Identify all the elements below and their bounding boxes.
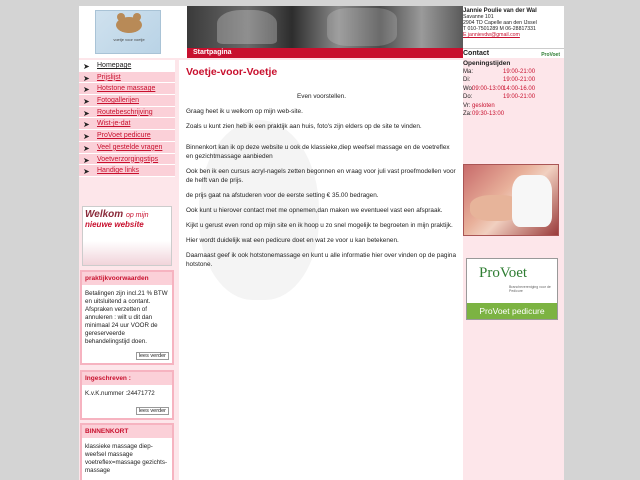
arrow-icon: ➤: [83, 132, 90, 142]
sidebar-nav: [79, 60, 175, 177]
paragraph: Graag heet ik u welkom op mijn web-site.: [186, 108, 303, 115]
contact-bar: [463, 48, 564, 58]
nav-item-provoet[interactable]: [79, 130, 175, 142]
intro-text: Even voorstellen.: [296, 93, 347, 100]
arrow-icon: ➤: [83, 73, 90, 83]
box-title: praktijkvoorwaarden: [82, 272, 172, 285]
arrow-icon: ➤: [83, 167, 90, 177]
box-title: BINNENKORT: [82, 425, 172, 438]
nav-label: Fotogallerijen: [97, 97, 140, 105]
page-title-bar: Startpagina: [187, 48, 463, 58]
day-label: Di:: [463, 77, 471, 84]
time-2: 19:00-21:00: [503, 94, 536, 101]
paragraph: Daarnaast geef ik ook hotstonemassage en kunt u alle informatie hier over vinden op de pagina hotstone.: [186, 252, 456, 268]
hours-row: [463, 68, 564, 76]
arrow-icon: ➤: [83, 120, 90, 130]
time-1: 09:00-13:00: [472, 85, 505, 92]
nav-label: Hotstone massage: [97, 85, 156, 93]
welcome-banner: [82, 206, 172, 266]
provoet-subtitle: Branchevereniging voor de Pedicure: [509, 285, 551, 293]
nav-item-wist-je-dat[interactable]: [79, 118, 175, 130]
contact-bar-label: Contact: [463, 50, 490, 57]
time-2: 19:00-21:00: [503, 77, 536, 84]
time-1: gesloten: [472, 102, 495, 109]
day-label: Do:: [463, 94, 473, 101]
logo[interactable]: [95, 10, 161, 54]
nav-label: Wist-je-dat: [97, 120, 131, 128]
day-label: Wo:: [463, 85, 474, 92]
contact-phone: T 010-7501289 M 06-28817331: [463, 26, 536, 32]
hours-row: [463, 85, 564, 93]
contact-street: Savanne 101: [463, 14, 494, 20]
main-heading: Voetje-voor-Voetje: [186, 66, 278, 78]
box-text: Betalingen zijn incl.21 % BTW en uitsluitend a contant. Afspraken verzetten of annuleren : wilt u dit dan minimaal 24 uur VOOR de gereserveerde behandelingstijd doen.: [85, 290, 168, 345]
paragraph: Hier wordt duidelijk wat een pedicure doet en wat ze voor u kan betekenen.: [186, 237, 399, 244]
nav-item-fotogallerijen[interactable]: [79, 95, 175, 107]
arrow-icon: ➤: [83, 155, 90, 165]
paragraph: Ook kunt u hierover contact met me opnemen,dan maken we eventueel vast een afspraak.: [186, 207, 443, 214]
arrow-icon: ➤: [83, 108, 90, 118]
nav-label: ProVoet pedicure: [97, 132, 151, 140]
arrow-icon: ➤: [83, 85, 90, 95]
pedicure-photo: [463, 164, 559, 236]
day-label: Za:: [463, 110, 472, 117]
hours-row: [463, 76, 564, 84]
main-content: [179, 60, 463, 480]
bear-icon: [116, 17, 142, 33]
nav-label: Routebeschrijving: [97, 108, 153, 116]
provoet-small-logo[interactable]: ProVoet: [541, 52, 560, 58]
paragraph: Zoals u kunt zien heb ik een praktijk aan huis, foto's zijn elders op de site te vinden.: [186, 123, 422, 130]
box-text: K.v.K.nummer :24471772: [85, 390, 155, 397]
contact-info: [463, 6, 564, 48]
nav-label: Veel gestelde vragen: [97, 143, 163, 151]
ingeschreven-box: [80, 370, 174, 420]
paragraph: Ook ben ik een cursus acryl-nagels zetten begonnen en vraag voor juli vast proefmodellen voor de helft van de prijs.: [186, 168, 456, 184]
welcome-line2: nieuwe website: [85, 220, 144, 229]
nav-label: Homepage: [97, 62, 132, 69]
provoet-label: ProVoet pedicure: [467, 303, 557, 319]
welcome-line1: Welkom: [85, 209, 124, 220]
box-title: Ingeschreven :: [82, 372, 172, 385]
binnenkort-box: [80, 423, 174, 480]
nav-label: Voetverzorgingstips: [97, 155, 159, 163]
header-photo: [187, 6, 463, 48]
nav-item-prijslijst[interactable]: [79, 72, 175, 84]
hours-row: [463, 110, 564, 118]
arrow-icon: ➤: [83, 143, 90, 153]
read-more-button[interactable]: lees verder: [136, 352, 169, 360]
hours-row: [463, 102, 564, 110]
arrow-icon: ➤: [83, 97, 90, 107]
nav-item-routebeschrijving[interactable]: [79, 107, 175, 119]
day-label: Ma:: [463, 69, 474, 75]
time-1: 09:30-13:00: [472, 110, 505, 117]
arrow-icon: ➤: [83, 62, 90, 71]
box-text: klassieke massage diep-weefsel massage voetreflex=massage gezichts-massage: [85, 443, 168, 474]
nav-item-homepage[interactable]: [79, 60, 175, 72]
nav-item-faq[interactable]: [79, 142, 175, 154]
hours-title: Openingstijden: [463, 60, 511, 67]
paragraph: Kijkt u gerust even rond op mijn site en ik hoop u zo snel mogelijk te begroeten in mijn praktijk.: [186, 222, 453, 229]
contact-city: 2904 TD Capelle aan den IJssel: [463, 20, 537, 26]
nav-label: Prijslijst: [97, 73, 121, 81]
logo-area[interactable]: [79, 6, 187, 58]
nav-item-handige-links[interactable]: [79, 165, 175, 177]
time-2: 19:00-21:00: [503, 69, 536, 75]
welcome-line1b: op mijn: [125, 212, 149, 219]
praktijkvoorwaarden-box: [80, 270, 174, 365]
day-label: Vr:: [463, 102, 471, 109]
provoet-logo: ProVoet: [479, 265, 528, 281]
nav-item-voetverzorgingstips[interactable]: [79, 154, 175, 166]
contact-email-link[interactable]: E jannievdw@gmail.com: [463, 32, 520, 38]
read-more-button[interactable]: lees verder: [136, 407, 169, 415]
provoet-banner[interactable]: [466, 258, 558, 320]
nav-item-hotstone[interactable]: [79, 83, 175, 95]
right-column: [463, 60, 564, 316]
contact-name: Jannie Poulie van der Wal: [463, 8, 537, 14]
nav-label: Handige links: [97, 167, 140, 175]
logo-text: voetje voor voetje: [113, 37, 145, 42]
paragraph: de prijs gaat na afstuderen voor de eerste setting € 35.00 bedragen.: [186, 192, 379, 199]
hours-row: [463, 93, 564, 101]
time-2: 14:00-16.00: [503, 85, 536, 92]
paragraph: Binnenkort kan ik op deze website u ook de klassieke,diep weefsel massage en de voetreflex en gezichtmassage aanbieden: [186, 144, 450, 160]
page: [79, 6, 564, 480]
